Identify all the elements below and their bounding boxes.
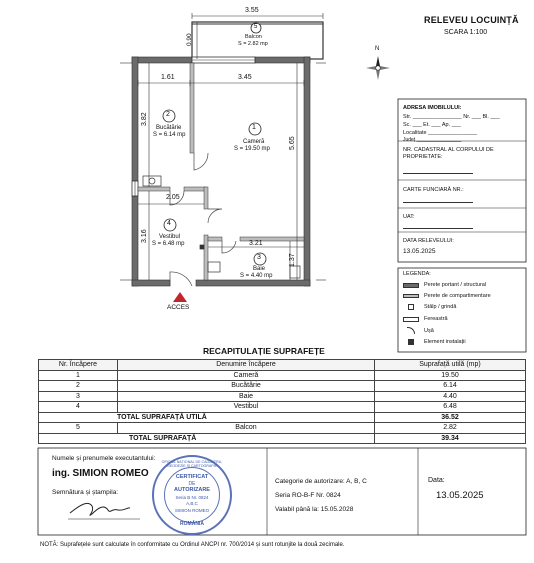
- legend-title: LEGENDA:: [403, 271, 431, 277]
- room-4-number: 4: [167, 220, 171, 227]
- installation-swatch-icon: [408, 339, 414, 345]
- legend-item-pillar: Stâlp / grindă: [403, 304, 456, 310]
- address-line-3: Localitate ________________: [403, 130, 478, 136]
- legend-item-partition: Perete de compartimentare: [403, 293, 491, 299]
- carte-field: [403, 202, 473, 203]
- door-swatch-icon: [407, 327, 415, 334]
- signature-icon: [70, 503, 130, 515]
- partition-wall-swatch-icon: [403, 294, 419, 298]
- authorization-stamp: OFICIUL NAȚIONAL DE CADASTRU, GEODEZIE ȘI CARTOGRAFIE CERTIFICAT DE AUTORIZARE Seria B Nr. 0824 A,B,C SIMION ROMEO ROMÂNIA: [152, 455, 232, 535]
- total-util-row: TOTAL SUPRAFAȚĂ UTILĂ 36.52: [39, 412, 526, 423]
- room-1-name: Cameră: [243, 139, 265, 145]
- dim-hall-width: 2.05: [166, 194, 180, 201]
- signature-label: Semnătura și ștampila:: [52, 489, 119, 496]
- access-label: ACCES: [167, 304, 190, 311]
- dim-hall-height: 3.16: [141, 229, 148, 243]
- partition-walls: [138, 63, 304, 280]
- dim-top: 3.55: [245, 7, 259, 14]
- dim-room-width: 3.45: [238, 74, 252, 81]
- legend-item-door: Ușă: [403, 327, 434, 334]
- carte-label: CARTE FUNCIARĂ NR.:: [403, 187, 464, 193]
- header-name: Denumire încăpere: [118, 360, 375, 371]
- room-1-number: 1: [252, 124, 256, 131]
- room-5-area: S = 2.82 mp: [238, 41, 268, 47]
- uat-label: UAT:: [403, 214, 415, 220]
- date-value: 13.05.2025: [436, 490, 484, 501]
- legend-item-window: Fereastră: [403, 316, 448, 322]
- compass-label: N: [375, 46, 380, 52]
- address-line-1: Str. ________________ Nr. ___ Bl. ___: [403, 114, 500, 120]
- room-1-area: S = 19.50 mp: [234, 146, 270, 152]
- header-nr: Nr. Încăpere: [39, 360, 118, 371]
- survey-date-label: DATA RELEVEULUI:: [403, 238, 454, 244]
- dim-balcony-depth: 0.90: [186, 33, 193, 46]
- room-5-number: 5: [254, 24, 258, 30]
- address-line-4: Județ ________________: [403, 137, 462, 143]
- table-row: 1 Cameră 19.50: [39, 370, 526, 381]
- uat-field: [403, 228, 473, 229]
- structural-wall-swatch-icon: [403, 283, 419, 288]
- footnote: NOTĂ: Suprafețele sunt calculate în conformitate cu Ordinul ANCPI nr. 700/2014 și sunt rotunjite la două zecimale.: [40, 542, 345, 548]
- dim-kitchen-width: 1.61: [161, 74, 175, 81]
- structural-walls: [132, 57, 310, 286]
- dim-bath-width: 3.21: [249, 240, 263, 247]
- series-label: Seria RO-B-F Nr. 0824: [275, 492, 341, 499]
- dim-bath-height: 1.37: [289, 253, 296, 267]
- pillar-swatch-icon: [408, 304, 414, 310]
- date-label: Data:: [428, 477, 445, 484]
- room-2-name: Bucătărie: [156, 125, 182, 131]
- legend-item-structural: Perete portant / structural: [403, 282, 486, 288]
- page-title: RELEVEU LOCUINȚĂ: [424, 15, 519, 25]
- valid-until-label: Valabil până la: 15.05.2028: [275, 506, 354, 513]
- table-row: 3 Baie 4.40: [39, 391, 526, 402]
- executant-name: ing. SIMION ROMEO: [52, 468, 149, 479]
- dim-kitchen-height: 3.82: [141, 112, 148, 126]
- recap-table: [38, 359, 526, 444]
- table-row: 4 Vestibul 6.48: [39, 402, 526, 413]
- legend-item-installation: Element instalații: [403, 339, 466, 345]
- category-label: Categorie de autorizare: A, B, C: [275, 478, 367, 485]
- executant-name-label: Numele și prenumele executantului:: [52, 455, 156, 462]
- room-3-area: S = 4.40 mp: [240, 273, 273, 279]
- total-row: TOTAL SUPRAFAȚĂ 39.34: [39, 433, 526, 444]
- table-header-row: [39, 360, 526, 371]
- doors: [170, 153, 236, 286]
- stamp-country: ROMÂNIA: [180, 521, 204, 527]
- table-row: 2 Bucătărie 6.14: [39, 381, 526, 392]
- room-4-name: Vestibul: [159, 234, 181, 240]
- dim-room-height: 5.65: [289, 136, 296, 150]
- stamp-ring-text: OFICIUL NAȚIONAL DE CADASTRU, GEODEZIE ȘI CARTOGRAFIE: [161, 460, 223, 468]
- table-row-balcony: 5 Balcon 2.82: [39, 423, 526, 434]
- recap-title: RECAPITULAȚIE SUPRAFEȚE: [203, 346, 325, 356]
- window-swatch-icon: [403, 317, 419, 322]
- room-3-number: 3: [257, 254, 261, 261]
- room-2-number: 2: [166, 111, 170, 118]
- room-3-name: Baie: [253, 266, 266, 272]
- survey-date-value: 13.05.2025: [403, 248, 436, 255]
- compass-icon: [366, 56, 390, 80]
- cadastral-field: [403, 173, 473, 174]
- room-2-area: S = 6.14 mp: [153, 132, 186, 138]
- address-line-2: Sc. ___ Et. ___ Ap. ___: [403, 122, 461, 128]
- scale-label: SCARA 1:100: [444, 29, 488, 36]
- address-title: ADRESA IMOBILULUI:: [403, 105, 462, 111]
- header-area: Suprafață utilă (mp): [375, 360, 526, 371]
- cadastral-label: NR. CADASTRAL AL CORPULUI DE PROPRIETATE:: [403, 147, 494, 160]
- room-4-area: S = 6.48 mp: [152, 241, 185, 247]
- access-arrow-icon: [173, 292, 187, 302]
- room-5-name: Balcon: [245, 34, 262, 40]
